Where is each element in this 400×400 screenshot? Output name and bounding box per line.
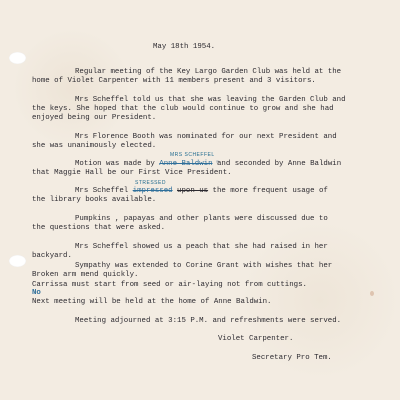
paragraph-line: Broken arm mend quickly.	[32, 271, 139, 279]
paragraph-line: Mrs Scheffel showed us a peach that she had raised in her	[75, 243, 328, 251]
stain-spot	[370, 291, 374, 296]
signer-title: Secretary Pro Tem.	[252, 354, 332, 362]
struck-text: impressed	[132, 187, 173, 195]
paragraph-line: Sympathy was extended to Corine Grant with wishes that her	[75, 262, 333, 270]
paragraph-line: that Maggie Hall be our First Vice President.	[32, 169, 232, 177]
signature: Violet Carpenter.	[218, 335, 294, 343]
paragraph-line: Pumpkins , papayas and other plants were discussed due to	[75, 215, 328, 223]
text-span: and seconded by Anne Baldwin	[212, 160, 342, 168]
handwritten-correction: STRESSED	[135, 180, 166, 186]
text-span: Mrs Scheffel	[75, 187, 133, 195]
paragraph-line: Meeting adjourned at 3:15 P.M. and refreshments were served.	[75, 317, 342, 325]
paragraph-line: backyard.	[32, 252, 72, 260]
paragraph-line: Next meeting will be held at the home of Anne Baldwin.	[32, 298, 272, 306]
paragraph-prefix: No	[32, 289, 41, 297]
paragraph-line: Mrs Florence Booth was nominated for our next President and	[75, 133, 337, 141]
text-span: the more frequent usage of	[208, 187, 328, 195]
handwritten-correction: MRS SCHEFFEL	[170, 152, 215, 158]
meeting-date: May 18th 1954.	[153, 43, 216, 51]
paragraph-line: Mrs Scheffel told us that she was leaving the Garden Club and	[75, 96, 346, 104]
paragraph-line: the questions that were asked.	[32, 224, 166, 232]
paragraph-line: the library books available.	[32, 196, 157, 204]
punch-hole-bottom	[9, 255, 26, 267]
text-span: Motion was made by	[75, 160, 160, 168]
paragraph-line: enjoyed being our President.	[32, 114, 157, 122]
paragraph-line: Regular meeting of the Key Largo Garden Club was held at the	[75, 68, 342, 76]
struck-text: upon us	[177, 187, 209, 195]
paragraph-line: home of Violet Carpenter with 11 members present and 3 visitors.	[32, 77, 316, 85]
paragraph-line: Carrissa must start from seed or air-laying not from cuttings.	[32, 281, 307, 289]
paragraph-line: the keys. She hoped that the club would continue to grow and she had	[32, 105, 334, 113]
struck-text: Anne Baldwin	[159, 160, 213, 168]
paragraph-line: she was unanimously elected.	[32, 142, 157, 150]
punch-hole-top	[9, 52, 26, 64]
